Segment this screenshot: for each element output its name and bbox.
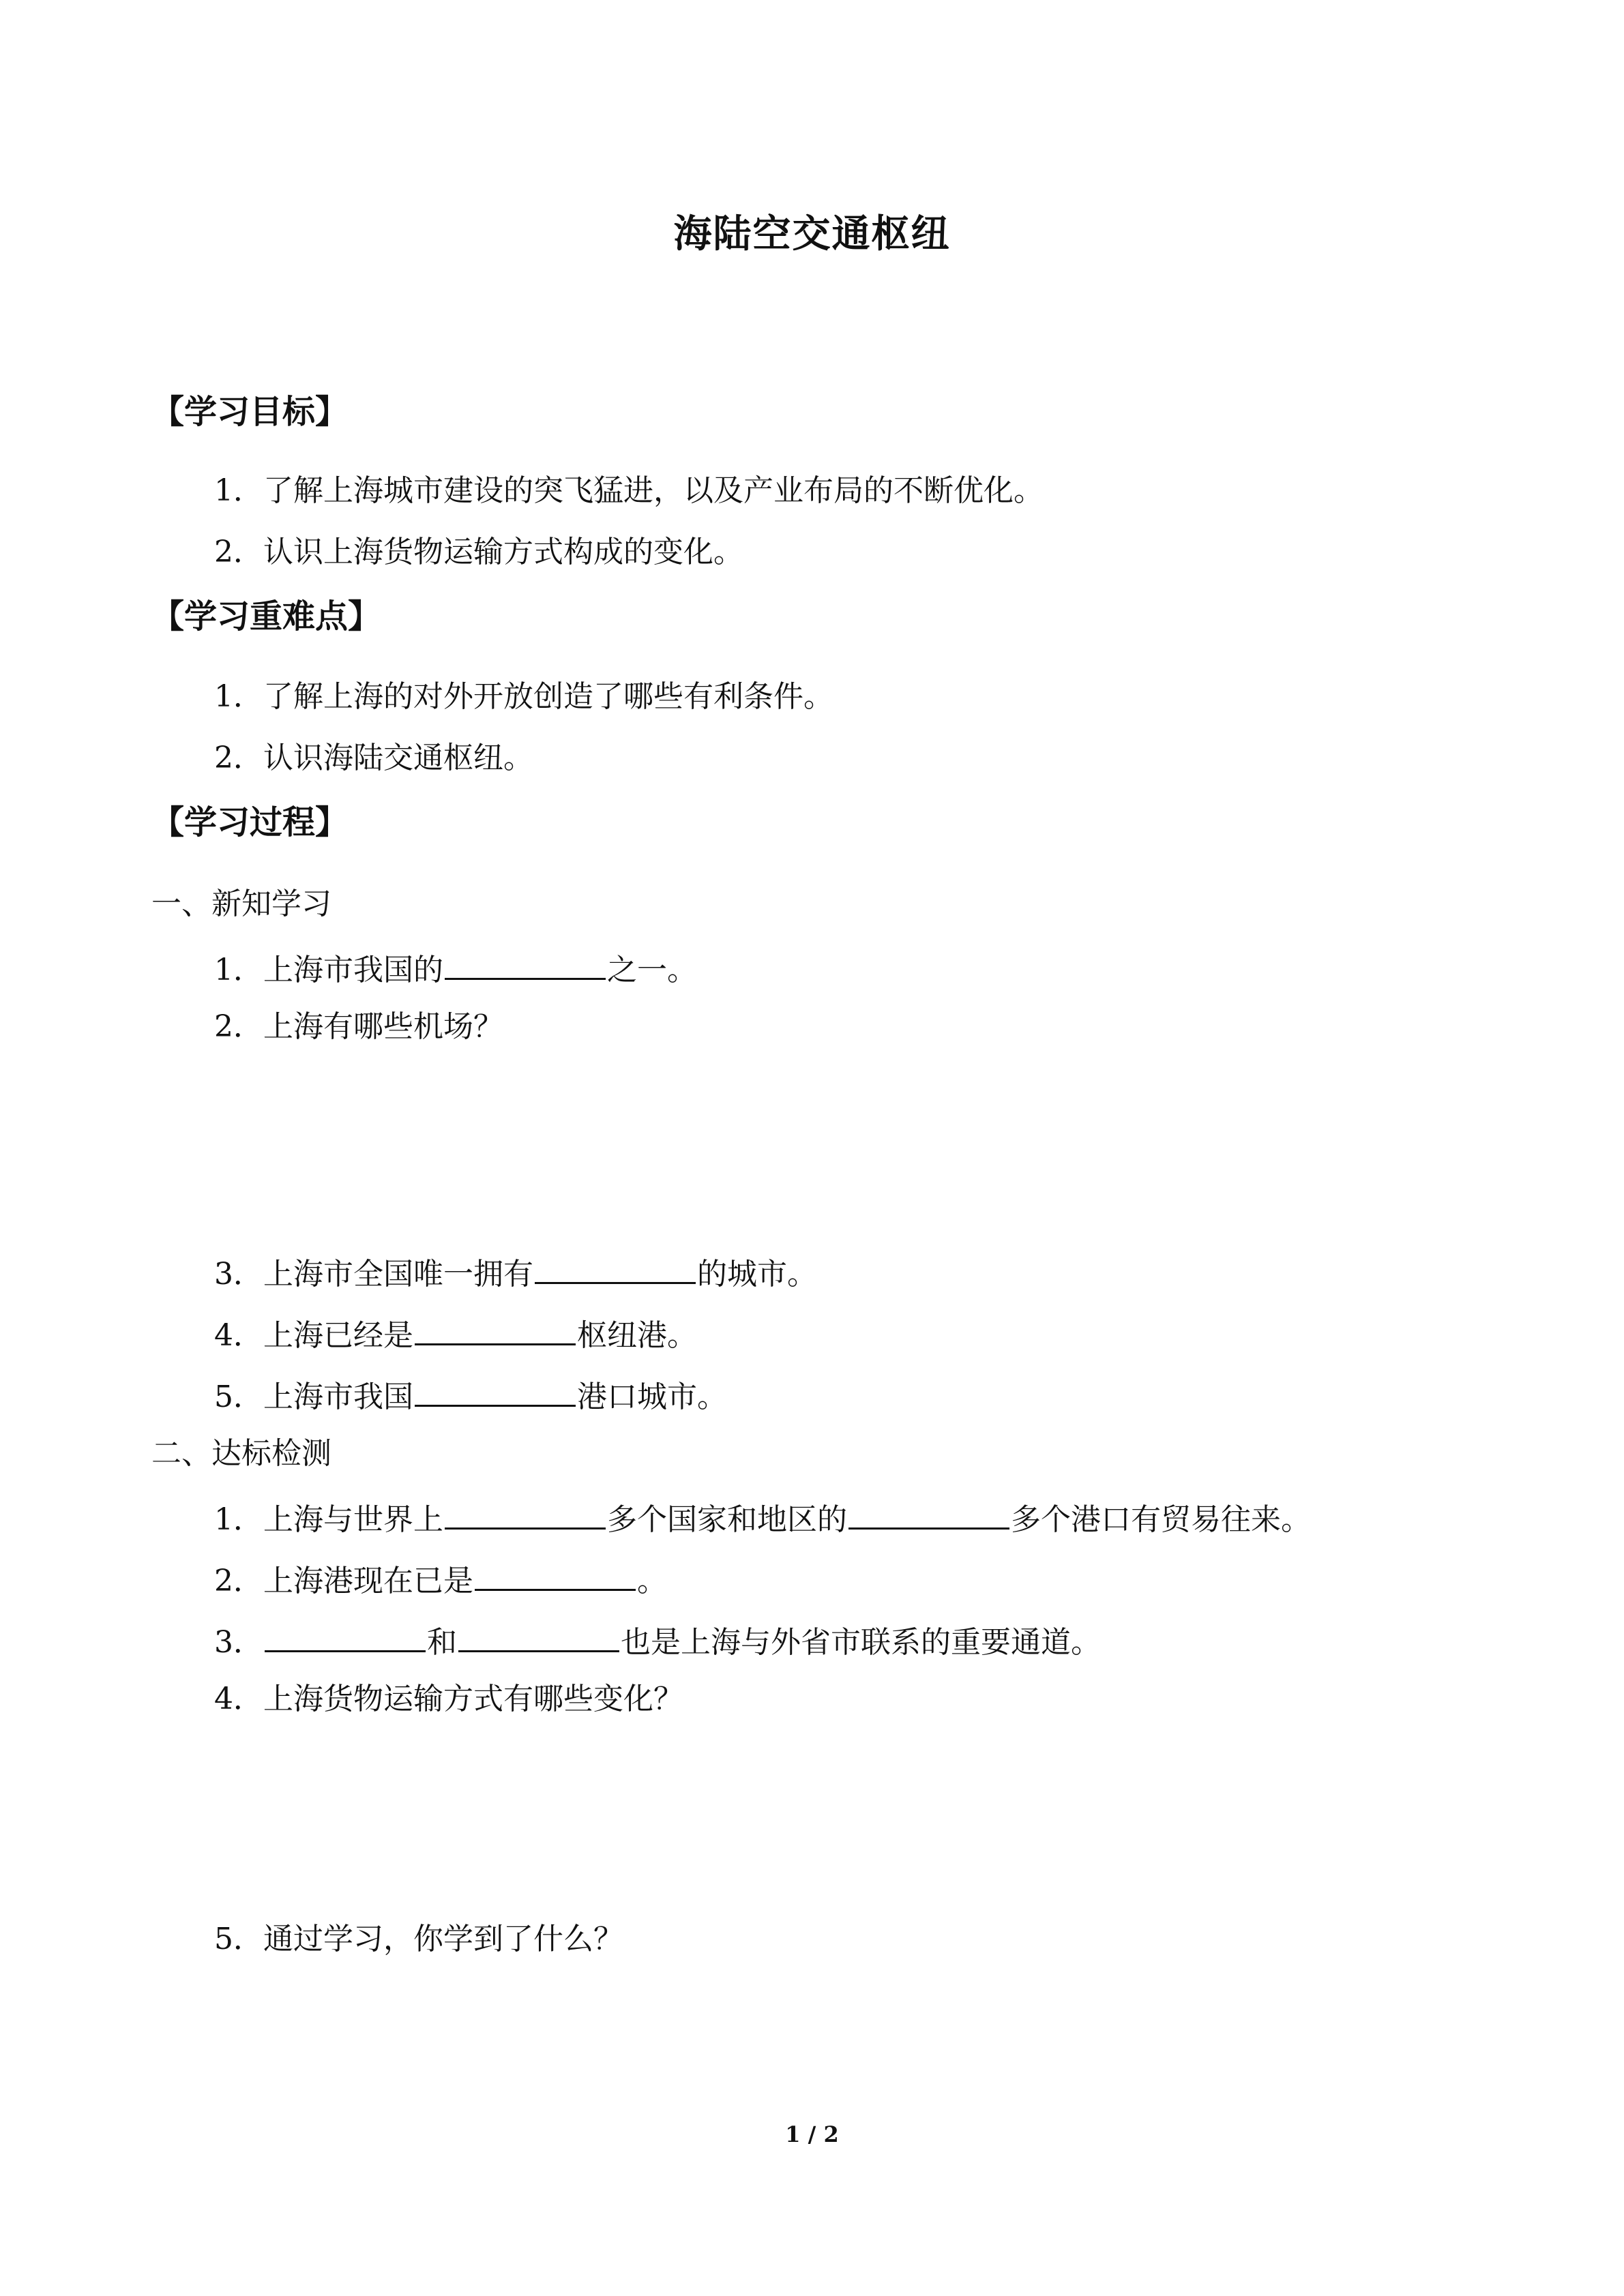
key-point-item-2: 2．认识海陆交通枢纽。	[214, 741, 533, 775]
part1-question-4	[214, 1311, 697, 1356]
fill-blank[interactable]	[415, 1311, 576, 1345]
part2-question-1	[214, 1495, 1311, 1540]
fill-blank[interactable]	[458, 1617, 619, 1652]
part1-q5-text-after: 港口城市。	[577, 1380, 727, 1414]
part2-q1-text-before: 1．上海与世界上	[214, 1502, 443, 1537]
part2-q1-text-middle: 多个国家和地区的	[607, 1502, 847, 1537]
page-title: 海陆空交通枢纽	[673, 212, 951, 256]
part1-question-2: 2．上海有哪些机场？	[214, 1009, 503, 1044]
fill-blank[interactable]	[848, 1495, 1009, 1530]
part2-question-2	[214, 1556, 667, 1602]
part1-q4-text-before: 4．上海已经是	[214, 1318, 413, 1353]
page-number: 1 / 2	[785, 2121, 839, 2147]
part1-question-5	[214, 1372, 727, 1418]
part1-question-3	[214, 1249, 817, 1295]
goals-heading: 【学习目标】	[151, 393, 349, 431]
part2-q2-text-after: 。	[637, 1564, 667, 1598]
part2-question-3	[214, 1617, 1101, 1663]
fill-blank[interactable]	[415, 1372, 576, 1407]
part1-q4-text-after: 枢纽港。	[577, 1318, 697, 1353]
part2-q3-text-after: 也是上海与外省市联系的重要通道。	[621, 1625, 1101, 1660]
part1-q3-text-after: 的城市。	[697, 1257, 817, 1292]
part1-q5-text-before: 5．上海市我国	[214, 1380, 413, 1414]
fill-blank[interactable]	[445, 1495, 606, 1530]
process-heading: 【学习过程】	[151, 803, 349, 841]
part1-q1-text-before: 1．上海市我国的	[214, 953, 443, 987]
fill-blank[interactable]	[535, 1249, 696, 1284]
part2-q2-text-before: 2．上海港现在已是	[214, 1564, 473, 1598]
part2-title: 二、达标检测	[151, 1436, 331, 1471]
part2-q1-text-after: 多个港口有贸易往来。	[1011, 1502, 1311, 1537]
fill-blank[interactable]	[475, 1556, 636, 1591]
part1-title: 一、新知学习	[151, 886, 331, 921]
part1-q3-text-before: 3．上海市全国唯一拥有	[214, 1257, 533, 1292]
fill-blank[interactable]	[445, 945, 606, 980]
key-points-heading: 【学习重难点】	[151, 597, 381, 636]
goal-item-2: 2．认识上海货物运输方式构成的变化。	[214, 535, 743, 569]
part1-q1-text-after: 之一。	[607, 953, 697, 987]
key-point-item-1: 1．了解上海的对外开放创造了哪些有利条件。	[214, 679, 833, 714]
part2-q3-text-before: 3．	[214, 1625, 263, 1660]
fill-blank[interactable]	[265, 1617, 426, 1652]
part2-question-4: 4．上海货物运输方式有哪些变化？	[214, 1682, 683, 1716]
part2-question-5: 5．通过学习，你学到了什么？	[214, 1922, 623, 1956]
part2-q3-text-middle: 和	[427, 1625, 457, 1660]
goal-item-1: 1．了解上海城市建设的突飞猛进，以及产业布局的不断优化。	[214, 473, 1044, 508]
part1-question-1	[214, 945, 697, 991]
